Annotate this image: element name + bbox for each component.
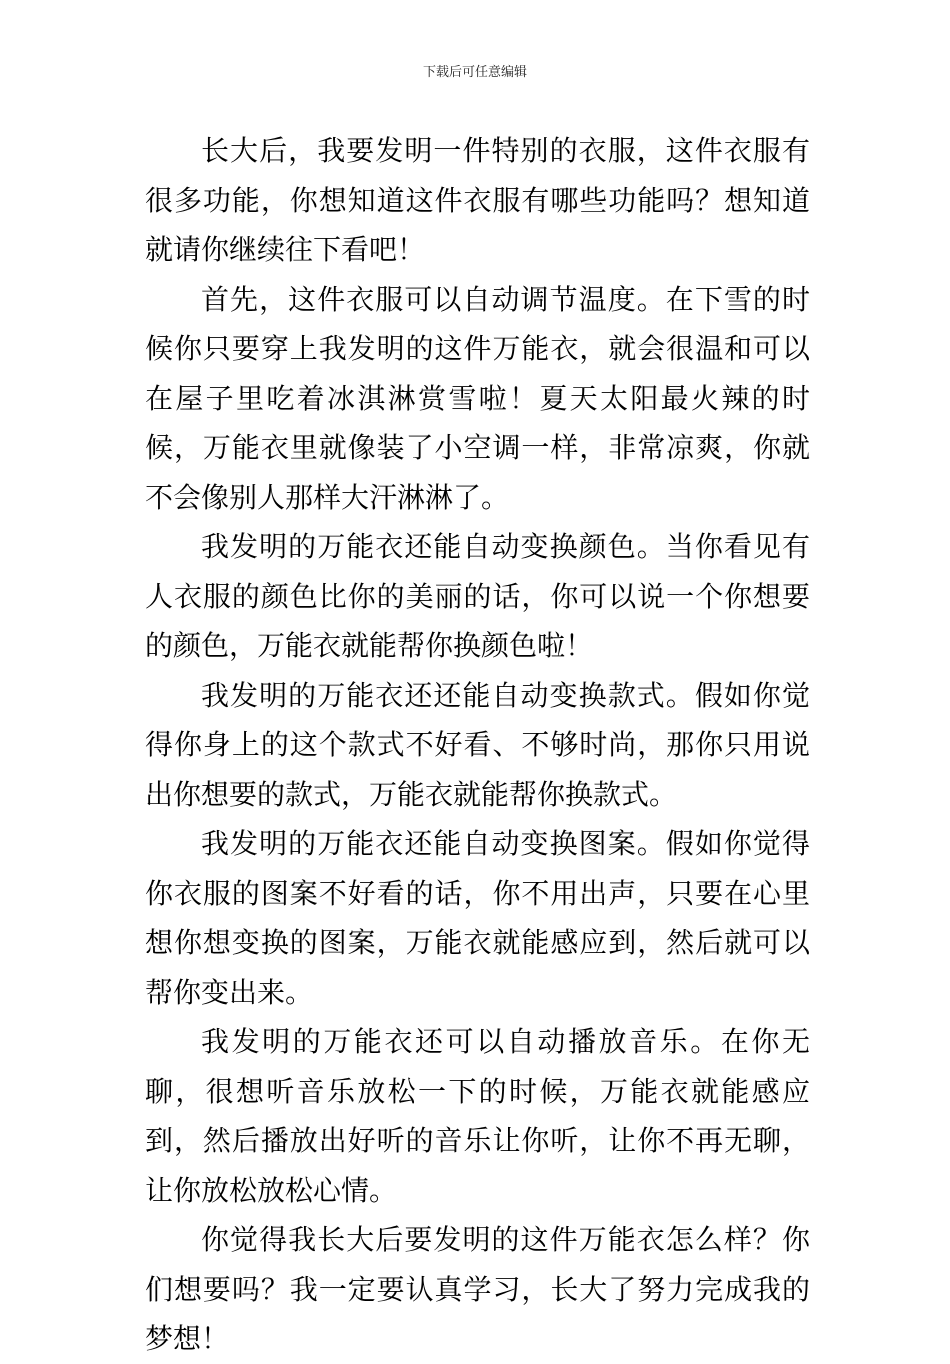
paragraph: 我发明的万能衣还能自动变换图案。假如你觉得你衣服的图案不好看的话，你不用出声，只要在心里想你想变换的图案，万能衣就能感应到，然后就可以帮你变出来。 <box>145 827 810 1009</box>
page-header: 下载后可任意编辑 <box>422 65 527 80</box>
paragraph: 你觉得我长大后要发明的这件万能衣怎么样？你们想要吗？我一定要认真学习，长大了努力完成我的梦想！ <box>145 1223 810 1355</box>
paragraph: 我发明的万能衣还能自动变换颜色。当你看见有人衣服的颜色比你的美丽的话，你可以说一个你想要的颜色，万能衣就能帮你换颜色啦！ <box>145 530 810 662</box>
paragraph: 我发明的万能衣还还能自动变换款式。假如你觉得你身上的这个款式不好看、不够时尚，那你只用说出你想要的款式，万能衣就能帮你换款式。 <box>145 678 810 811</box>
paragraph: 长大后，我要发明一件特别的衣服，这件衣服有很多功能，你想知道这件衣服有哪些功能吗？想知道就请你继续往下看吧！ <box>145 134 810 266</box>
paragraph: 我发明的万能衣还可以自动播放音乐。在你无聊，很想听音乐放松一下的时候，万能衣就能感应到，然后播放出好听的音乐让你听，让你不再无聊，让你放松放松心情。 <box>145 1025 810 1207</box>
document-body <box>145 126 810 1364</box>
paragraph: 首先，这件衣服可以自动调节温度。在下雪的时候你只要穿上我发明的这件万能衣，就会很温和可以在屋子里吃着冰淇淋赏雪啦！夏天太阳最火辣的时候，万能衣里就像装了小空调一样，非常凉爽，你就不会像别人那样大汗淋淋了。 <box>145 282 810 514</box>
